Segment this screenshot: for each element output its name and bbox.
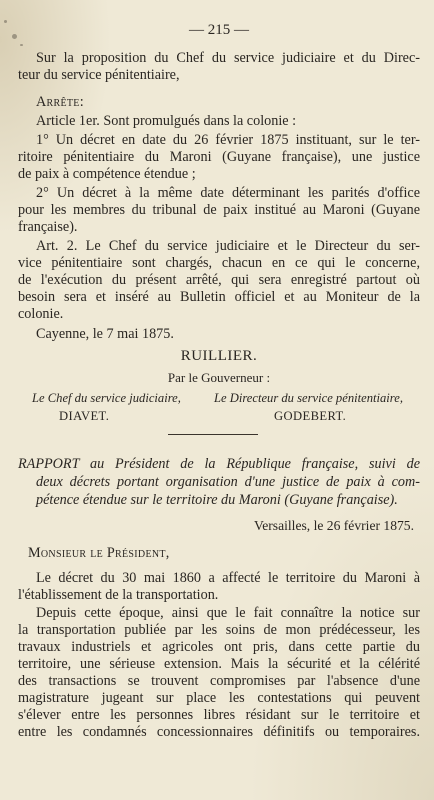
- report-para-2-line: la transportation publiée par les soins de mon prédécesseur, les: [18, 622, 420, 638]
- report-para-2-line: des transactions se trouvent compromises par l'absence d'une: [18, 673, 420, 689]
- salutation: Monsieur le Président,: [28, 545, 170, 561]
- right-title: Le Directeur du service pénitentiaire,: [214, 391, 403, 405]
- item-2-line: pour les membres du tribunal de paix institué au Maroni (Guyane: [18, 202, 420, 218]
- report-para-2-line: s'élever entre les personnes libres résidant sur le territoire et: [18, 707, 420, 723]
- ink-spot: [4, 20, 7, 23]
- report-heading-line: pétence étendue sur le territoire du Maroni (Guyane française).: [36, 492, 398, 508]
- page-number: — 215 —: [189, 22, 249, 38]
- item-1-line: ritoire pénitentiaire du Maroni (Guyane française), une justice: [18, 149, 420, 165]
- article-2-line: colonie.: [18, 306, 64, 322]
- section-divider: [168, 434, 258, 435]
- report-para-1-line: l'établissement de la transportation.: [18, 587, 219, 603]
- report-para-2-line: magistrature jugeant sur place les contestations qui peuvent: [18, 690, 420, 706]
- right-name: GODEBERT.: [274, 409, 347, 423]
- item-2-line: 2° Un décret à la même date déterminant les parités d'office: [36, 185, 420, 201]
- article-1: Article 1er. Sont promulgués dans la colonie :: [36, 113, 297, 129]
- item-1-line: 1° Un décret en date du 26 février 1875 instituant, sur le ter-: [36, 132, 420, 148]
- ink-spot: [20, 44, 23, 46]
- arrete-heading: Arrête:: [36, 94, 84, 110]
- report-para-2-line: entre les condamnés concessionnaires définitifs ou temporaires.: [18, 724, 420, 740]
- report-para-2-line: travaux industriels et agricoles ont pris, dans cette partie du: [18, 639, 420, 655]
- item-2-line: française).: [18, 219, 78, 235]
- article-2-line: de l'exécution du présent arrêté, qui sera enregistré partout où: [18, 272, 420, 288]
- for-governor: Par le Gouverneur :: [167, 370, 271, 385]
- intro-line: teur du service pénitentiaire,: [18, 67, 180, 83]
- decree-place-date: Cayenne, le 7 mai 1875.: [36, 326, 174, 342]
- report-para-1-line: Le décret du 30 mai 1860 a affecté le territoire du Maroni à: [36, 570, 420, 586]
- ink-spot: [12, 34, 17, 39]
- article-2-line: vice pénitentiaire sont chargés, chacun en ce qui le concerne,: [18, 255, 420, 271]
- signatory: RUILLIER.: [180, 348, 258, 364]
- report-para-2-line: territoire, une sérieuse extension. Mais la sécurité et la célérité: [18, 656, 420, 672]
- intro-line: Sur la proposition du Chef du service judiciaire et du Direc-: [36, 50, 420, 66]
- article-2-line: Art. 2. Le Chef du service judiciaire et le Directeur du ser-: [36, 238, 420, 254]
- left-name: DIAVET.: [59, 409, 110, 423]
- item-1-line: de paix à compétence étendue ;: [18, 166, 196, 182]
- report-para-2-line: Depuis cette époque, ainsi que le fait connaître la notice sur: [36, 605, 420, 621]
- report-heading-line: deux décrets portant organisation d'une justice de paix à com-: [36, 474, 420, 490]
- left-title: Le Chef du service judiciaire,: [32, 391, 181, 405]
- report-place-date: Versailles, le 26 février 1875.: [253, 518, 414, 533]
- article-2-line: besoin sera et inséré au Bulletin officiel et au Moniteur de la: [18, 289, 420, 305]
- report-heading-line: RAPPORT au Président de la République française, suivi de: [18, 456, 420, 472]
